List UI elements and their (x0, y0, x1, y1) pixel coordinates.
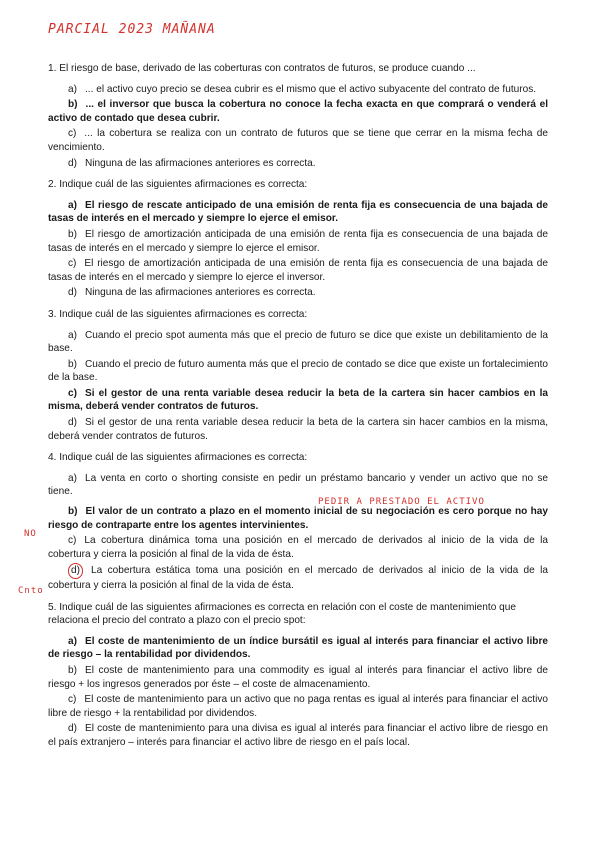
question-3 (48, 308, 548, 443)
option-a: a) El coste de mantenimiento de un índice bursátil es igual al interés para financiar el activo libre de riesgo – la rentabilidad por dividendos. (48, 635, 548, 661)
option-d: d) Ninguna de las afirmaciones anteriores es correcta. (68, 157, 316, 169)
question-title: 3. Indique cuál de las siguientes afirmaciones es correcta: (48, 308, 308, 320)
handwritten-note: PEDIR A PRESTADO EL ACTIVO (318, 497, 485, 508)
option-a: a) ... el activo cuyo precio se desea cubrir es el mismo que el activo subyacente del contrato de futuros. (68, 83, 537, 95)
question-title: 5. Indique cuál de las siguientes afirmaciones es correcta en relación con el coste de mantenimiento que relaciona el precio del contrato a plazo con el precio spot: (48, 601, 516, 627)
option-b: b) ... el inversor que busca la cobertura no conoce la fecha exacta en que comprará o venderá el activo de contado que desea cubrir. (48, 99, 548, 124)
questions-container (18, 62, 548, 758)
option-d: d) El coste de mantenimiento para una divisa es igual al interés para financiar el activo libre de riesgo en el país extranjero – interés para financiar el activo libre de riesgo en el país local. (48, 723, 548, 748)
question-1 (48, 62, 548, 170)
option-b: b) El coste de mantenimiento para una commodity es igual al interés para financiar el activo libre de riesgo + los ingresos generados por éste – el coste de almacenamiento. (48, 664, 548, 690)
option-a: a) La venta en corto o shorting consiste en pedir un préstamo bancario y vender un activo que no se tiene. (48, 472, 548, 498)
option-a: a) Cuando el precio spot aumenta más que el precio de futuro se dice que existe un debilitamiento de la base. (48, 329, 548, 355)
option-c: c) El coste de mantenimiento para un activo que no paga rentas es igual al interés para financiar el activo libre de riesgo + la rentabilidad por dividendos. (48, 694, 548, 719)
handwritten-header: PARCIAL 2023 MAÑANA (48, 22, 216, 37)
option-a: a) El riesgo de rescate anticipado de una emisión de renta fija es consecuencia de una bajada de tasas de interés en el mercado y siempre lo ejerce el emisor. (48, 199, 548, 225)
option-c: c) Si el gestor de una renta variable desea reducir la beta de la cartera sin hacer cambios en la misma, deberá vender contratos de futuros. (48, 387, 548, 413)
option-c: c) El riesgo de amortización anticipada de una emisión de renta fija es consecuencia de una bajada de tasas de interés en el mercado y siempre lo ejerce el inversor. (48, 258, 548, 283)
option-c: c) La cobertura dinámica toma una posición en el mercado de derivados al inicio de la vida de la cobertura y cierra la posición al final de la vida de ésta. (48, 535, 548, 560)
option-c: c) ... la cobertura se realiza con un contrato de futuros que se tiene que cerrar en la misma fecha de vencimiento. (48, 128, 548, 153)
option-d: d) La cobertura estática toma una posición en el mercado de derivados al inicio de la vida de la cobertura y cierra la posición al final de la vida de ésta. (48, 565, 548, 591)
question-title: 1. El riesgo de base, derivado de las coberturas con contratos de futuros, se produce cuando ... (48, 63, 476, 74)
option-d: d) Si el gestor de una renta variable desea reducir la beta de la cartera sin hacer cambios en la misma, deberá vender contratos de futuros. (48, 417, 548, 442)
margin-note-cnto: Cnto (18, 586, 44, 597)
option-b: b) El valor de un contrato a plazo en el momento inicial de su negociación es cero porque no hay riesgo de contraparte entre los agentes intervinientes. (48, 506, 548, 531)
question-title: 2. Indique cuál de las siguientes afirmaciones es correcta: (48, 179, 308, 191)
margin-note-no: NO (24, 529, 37, 540)
question-4 (18, 451, 548, 597)
question-2 (48, 178, 548, 300)
option-b: b) El riesgo de amortización anticipada de una emisión de renta fija es consecuencia de una bajada de tasas de interés en el mercado y siempre lo ejerce el emisor. (48, 228, 548, 254)
question-title: 4. Indique cuál de las siguientes afirmaciones es correcta: (48, 452, 308, 464)
question-5 (48, 601, 548, 750)
option-b: b) Cuando el precio de futuro aumenta más que el precio de contado se dice que existe un fortalecimiento de la base. (48, 358, 548, 384)
option-d: d) Ninguna de las afirmaciones anteriores es correcta. (68, 287, 316, 299)
